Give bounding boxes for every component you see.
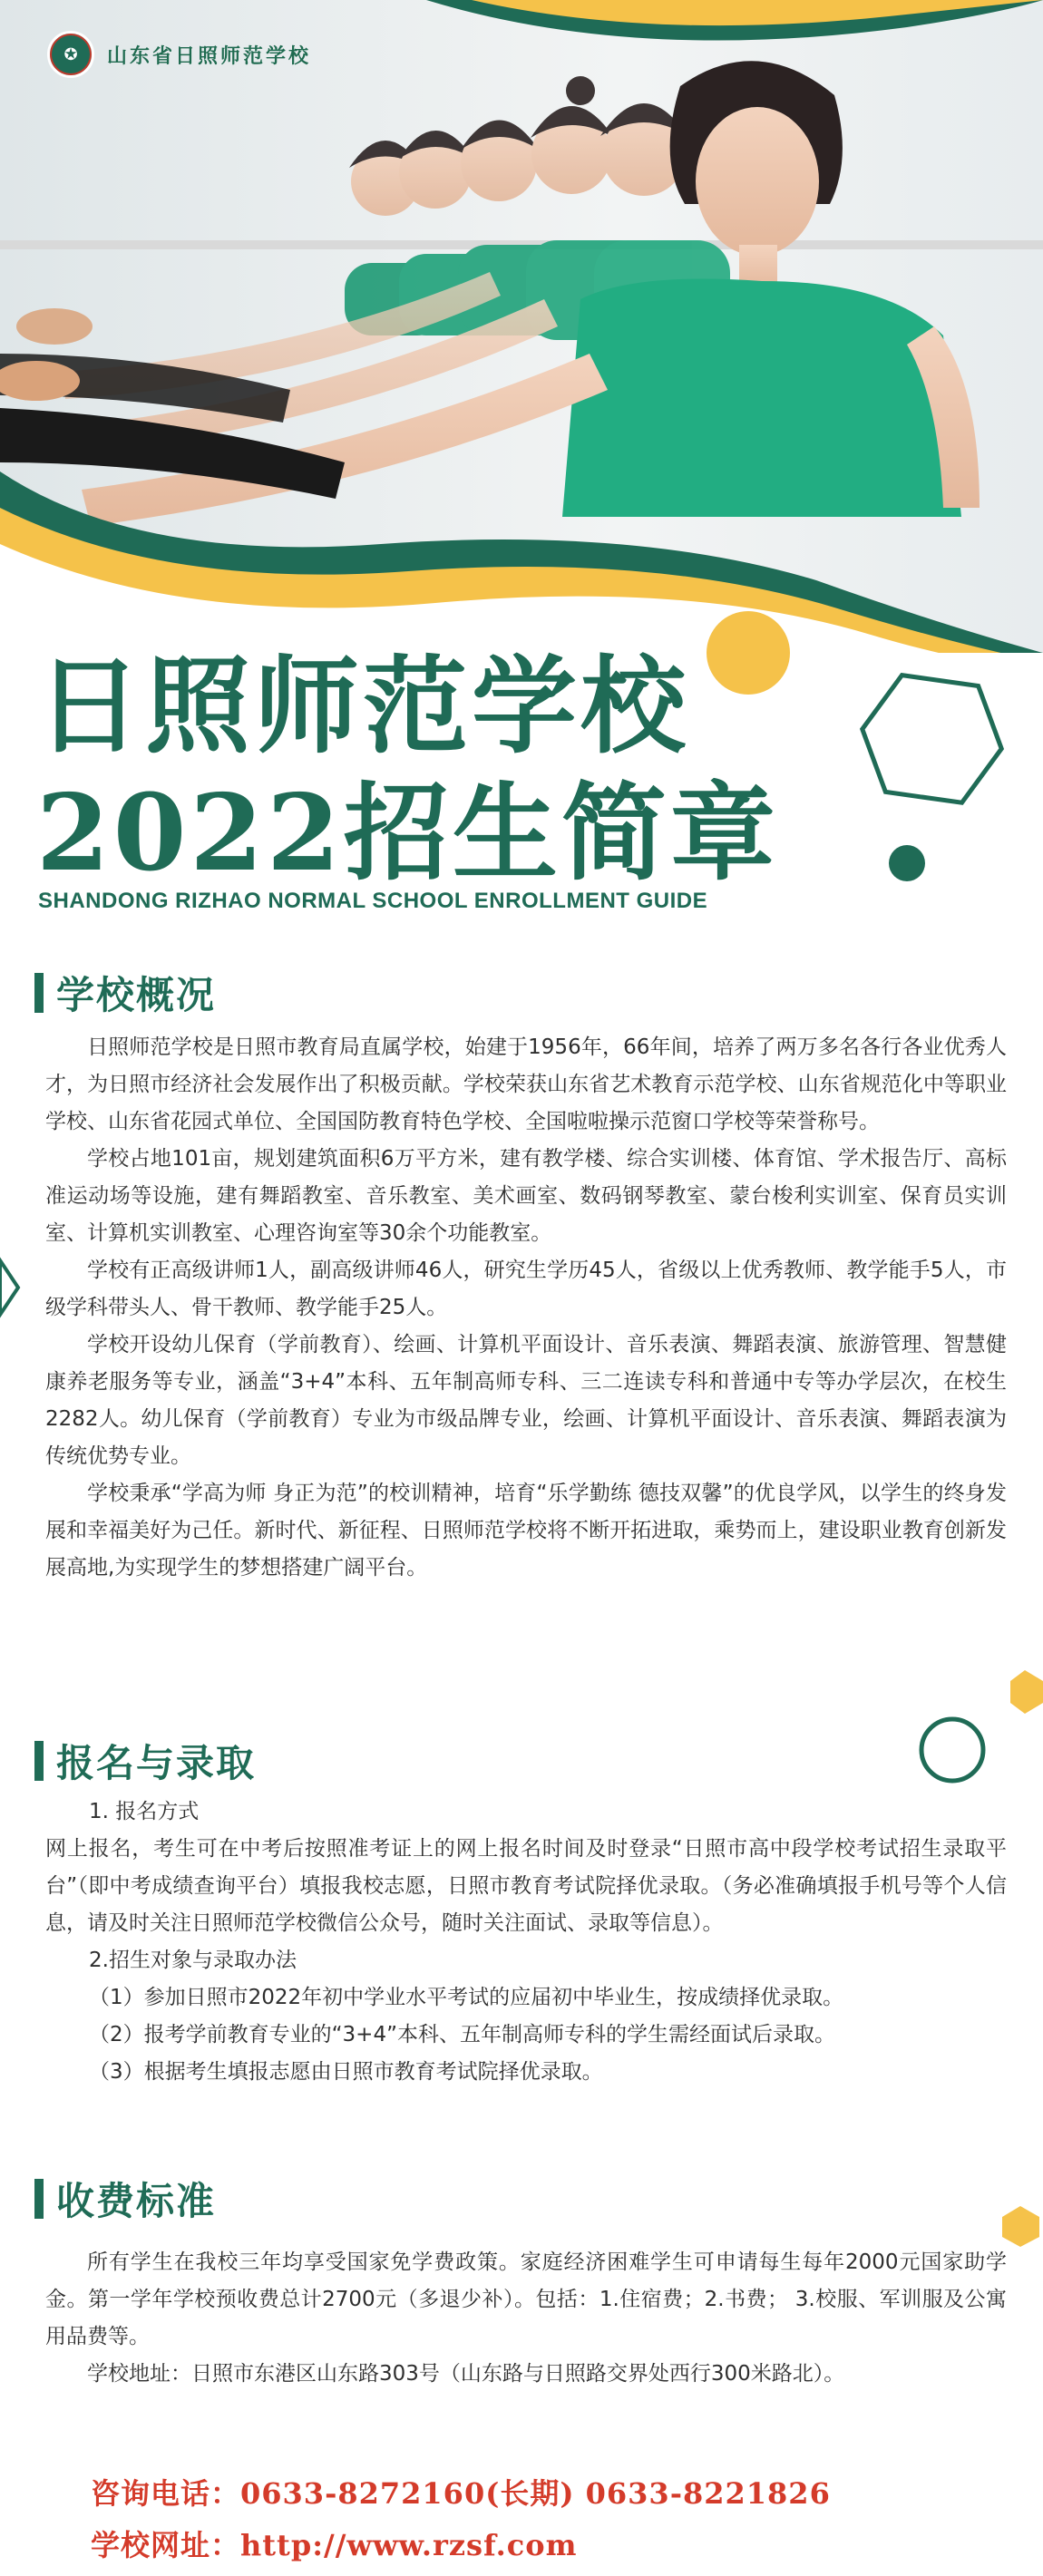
english-title: SHANDONG RIZHAO NORMAL SCHOOL ENROLLMENT GUIDE	[38, 889, 708, 913]
section-marker	[34, 1741, 44, 1781]
fees-text	[45, 2244, 1007, 2393]
school-logo-text: 山东省日照师范学校	[107, 44, 312, 68]
fees-paragraph: 所有学生在我校三年均享受国家免学费政策。家庭经济困难学生可申请每生每年2000元国家助学金。第一学年学校预收费总计2700元（多退少补）。包括：1.住宿费；2.书费； 3.校服、军训服及公寓用品费等。	[45, 2250, 1007, 2348]
method-title: 1. 报名方式	[89, 1800, 200, 1823]
school-logo	[47, 31, 311, 78]
school-address: 学校地址：日照市东港区山东路303号（山东路与日照路交界处西行300米路北）。	[87, 2362, 845, 2386]
green-dot-decoration	[889, 845, 925, 881]
target-title: 2.招生对象与录取办法	[89, 1949, 297, 1972]
contact-phone: 咨询电话：0633-8272160(长期) 0633-8221826	[91, 2476, 831, 2511]
ring-decoration	[916, 1714, 989, 1786]
overview-paragraph: 学校占地101亩，规划建筑面积6万平方米，建有教学楼、综合实训楼、体育馆、学术报告厅、高标准运动场等设施，建有舞蹈教室、音乐教室、美术画室、数码钢琴教室、蒙台梭利实训室、保育员实训室、计算机实训教室、心理咨询室等30余个功能教室。	[45, 1147, 1007, 1245]
page-title: 日照师范学校	[36, 645, 689, 768]
section-enrollment-heading: 报名与录取	[34, 1734, 256, 1788]
left-hexagon-decoration	[0, 1251, 27, 1324]
right-yellow-hexagon	[1007, 1668, 1043, 1714]
section-marker	[34, 2179, 44, 2219]
rule-item: （2）报考学前教育专业的“3+4”本科、五年制高师专科的学生需经面试后录取。	[89, 2023, 836, 2046]
section-marker	[34, 973, 44, 1013]
yellow-dot-decoration	[707, 611, 790, 695]
rule-item: （3）根据考生填报志愿由日照市教育考试院择优录取。	[89, 2060, 603, 2084]
contact-website[interactable]: 学校网址：http://www.rzsf.com	[91, 2528, 578, 2562]
page-subtitle: 2022招生简章	[36, 772, 779, 895]
hero-photo-illustration	[0, 0, 1043, 653]
overview-paragraph: 学校有正高级讲师1人，副高级讲师46人，研究生学历45人，省级以上优秀教师、教学能手5人，市级学科带头人、骨干教师、教学能手25人。	[45, 1259, 1007, 1319]
section-fees-heading: 收费标准	[34, 2172, 216, 2226]
right-yellow-hexagon-2	[998, 2203, 1043, 2249]
overview-paragraph: 学校开设幼儿保育（学前教育）、绘画、计算机平面设计、音乐表演、舞蹈表演、旅游管理、智慧健康养老服务等专业，涵盖“3+4”本科、五年制高师专科、三二连读专科和普通中专等办学层次，在校生2282人。幼儿保育（学前教育）专业为市级品牌专业，绘画、计算机平面设计、音乐表演、舞蹈表演为传统优势专业。	[45, 1333, 1007, 1468]
section-overview-heading: 学校概况	[34, 966, 216, 1020]
method-text: 网上报名，考生可在中考后按照准考证上的网上报名时间及时登录“日照市高中段学校考试招生录取平台”（即中考成绩查询平台）填报我校志愿，日照市教育考试院择优录取。（务必准确填报手机号等个人信息，请及时关注日照师范学校微信公众号，随时关注面试、录取等信息）。	[45, 1837, 1007, 1935]
overview-paragraph: 日照师范学校是日照市教育局直属学校，始建于1956年，66年间，培养了两万多名各行各业优秀人才，为日照市经济社会发展作出了积极贡献。学校荣获山东省艺术教育示范学校、山东省规范化中等职业学校、山东省花园式单位、全国国防教育特色学校、全国啦啦操示范窗口学校等荣誉称号。	[45, 1035, 1007, 1133]
hexagon-decoration	[854, 671, 1010, 807]
school-emblem-icon: ✪	[47, 31, 94, 78]
hero-banner	[0, 0, 1043, 653]
overview-text	[45, 1029, 1007, 1587]
overview-paragraph: 学校秉承“学高为师 身正为范”的校训精神，培育“乐学勤练 德技双馨”的优良学风，以学生的终身发展和幸福美好为己任。新时代、新征程、日照师范学校将不断开拓进取，乘势而上，建设职业教育创新发展高地,为实现学生的梦想搭建广阔平台。	[45, 1482, 1007, 1580]
rule-item: （1）参加日照市2022年初中学业水平考试的应届初中毕业生，按成绩择优录取。	[89, 1986, 844, 2009]
enrollment-text	[45, 1793, 1007, 2091]
